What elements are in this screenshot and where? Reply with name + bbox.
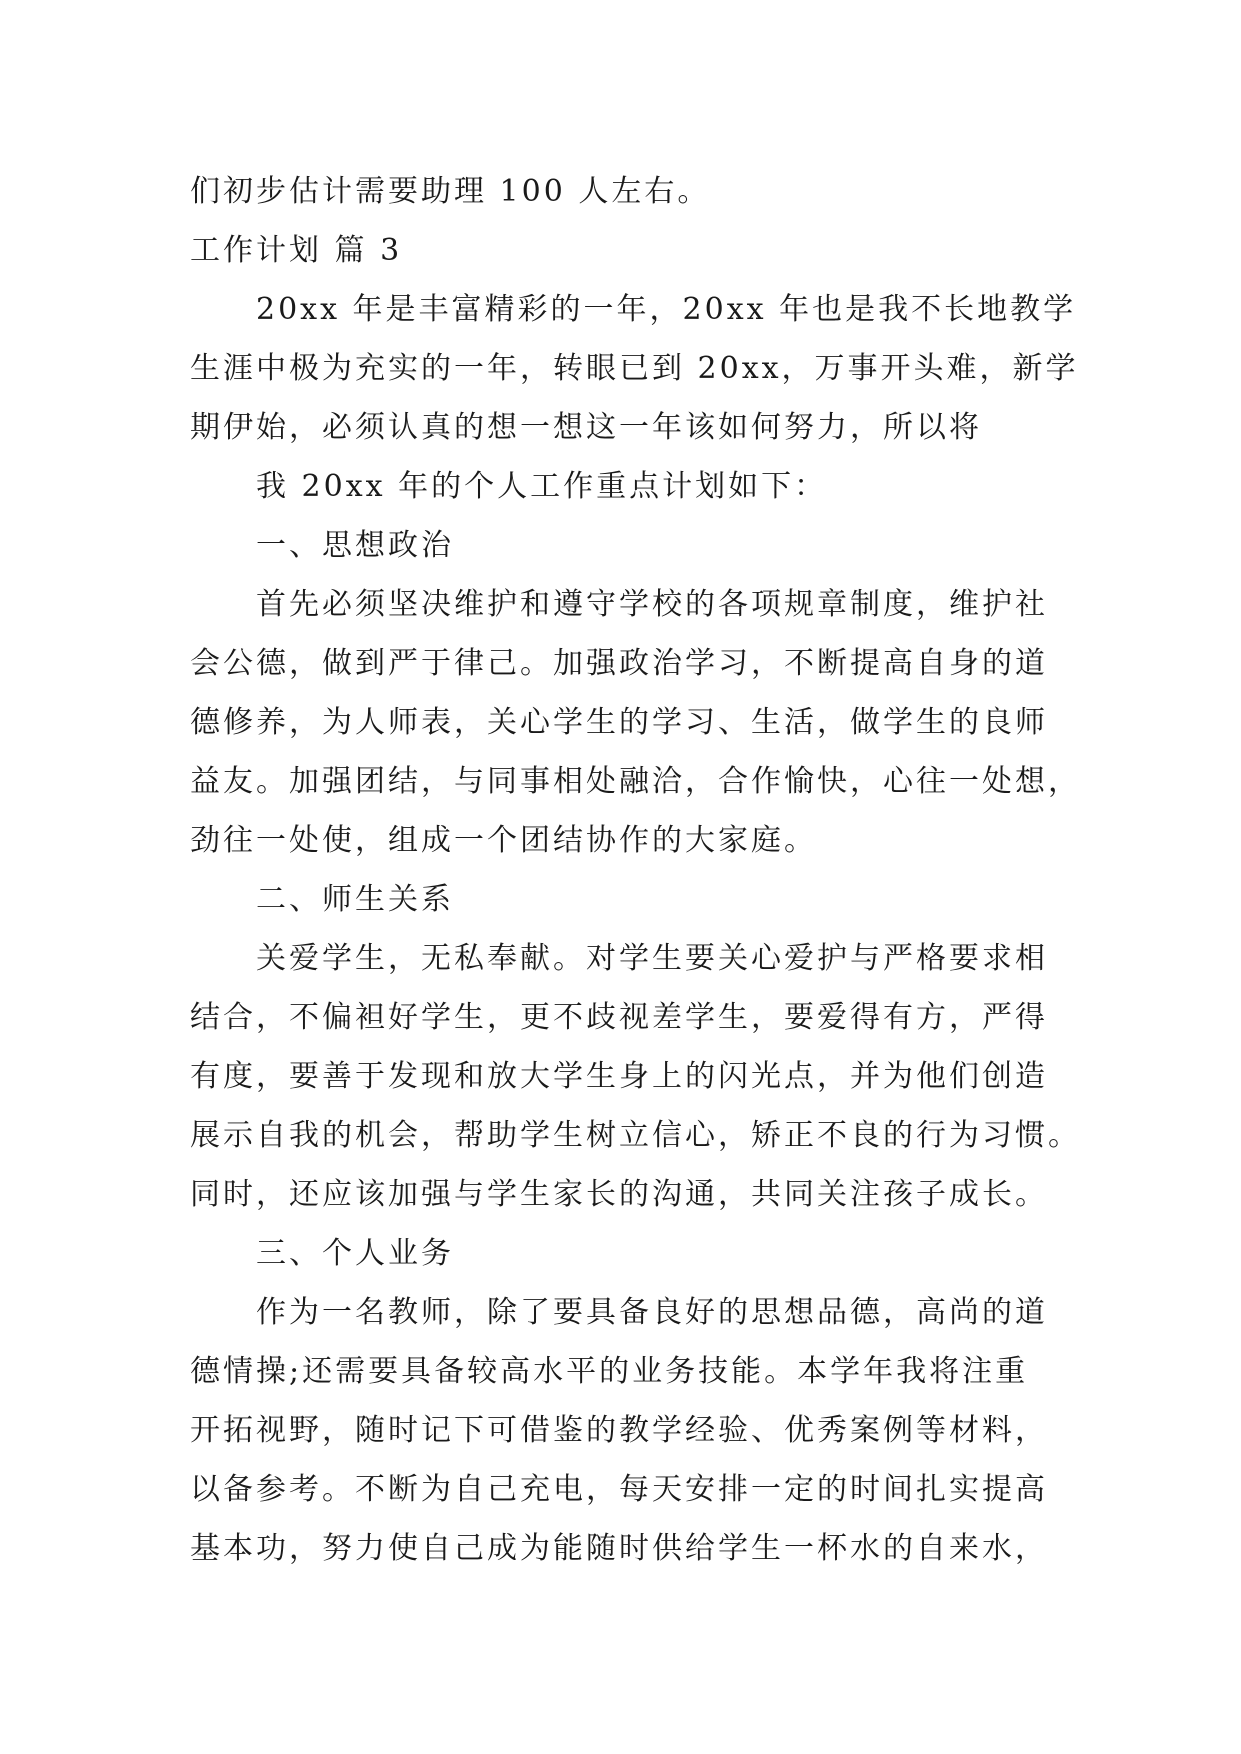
subsection-heading: 三、个人业务 xyxy=(256,1236,454,1271)
text-line: 关爱学生，无私奉献。对学生要关心爱护与严格要求相 xyxy=(256,941,1048,976)
text-line: 生涯中极为充实的一年，转眼已到 20xx，万事开头难，新学 xyxy=(190,351,1079,386)
text-line: 益友。加强团结，与同事相处融洽，合作愉快，心往一处想， xyxy=(190,764,1081,799)
text-line: 会公德，做到严于律己。加强政治学习，不断提高自身的道 xyxy=(190,646,1048,681)
text-line: 劲往一处使，组成一个团结协作的大家庭。 xyxy=(190,823,817,858)
subsection-heading: 二、师生关系 xyxy=(256,882,454,917)
text-line: 作为一名教师，除了要具备良好的思想品德，高尚的道 xyxy=(256,1295,1048,1330)
text-line: 们初步估计需要助理 100 人左右。 xyxy=(190,174,711,209)
text-line: 基本功，努力使自己成为能随时供给学生一杯水的自来水， xyxy=(190,1531,1048,1566)
text-line: 有度，要善于发现和放大学生身上的闪光点，并为他们创造 xyxy=(190,1059,1048,1094)
text-line: 结合，不偏袒好学生，更不歧视差学生，要爱得有方，严得 xyxy=(190,1000,1048,1035)
text-line: 期伊始，必须认真的想一想这一年该如何努力，所以将 xyxy=(190,410,982,445)
text-line: 20xx 年是丰富精彩的一年，20xx 年也是我不长地教学 xyxy=(256,292,1077,327)
text-line: 开拓视野，随时记下可借鉴的教学经验、优秀案例等材料， xyxy=(190,1413,1048,1448)
text-line: 展示自我的机会，帮助学生树立信心，矫正不良的行为习惯。 xyxy=(190,1118,1081,1153)
text-line: 同时，还应该加强与学生家长的沟通，共同关注孩子成长。 xyxy=(190,1177,1048,1212)
text-line: 德修养，为人师表，关心学生的学习、生活，做学生的良师 xyxy=(190,705,1048,740)
text-line: 德情操;还需要具备较高水平的业务技能。本学年我将注重 xyxy=(190,1354,1029,1389)
section-heading: 工作计划 篇 3 xyxy=(190,233,403,268)
text-line: 我 20xx 年的个人工作重点计划如下： xyxy=(256,469,828,504)
subsection-heading: 一、思想政治 xyxy=(256,528,454,563)
text-line: 首先必须坚决维护和遵守学校的各项规章制度，维护社 xyxy=(256,587,1048,622)
document-body xyxy=(190,162,1081,1578)
text-line: 以备参考。不断为自己充电，每天安排一定的时间扎实提高 xyxy=(190,1472,1048,1507)
